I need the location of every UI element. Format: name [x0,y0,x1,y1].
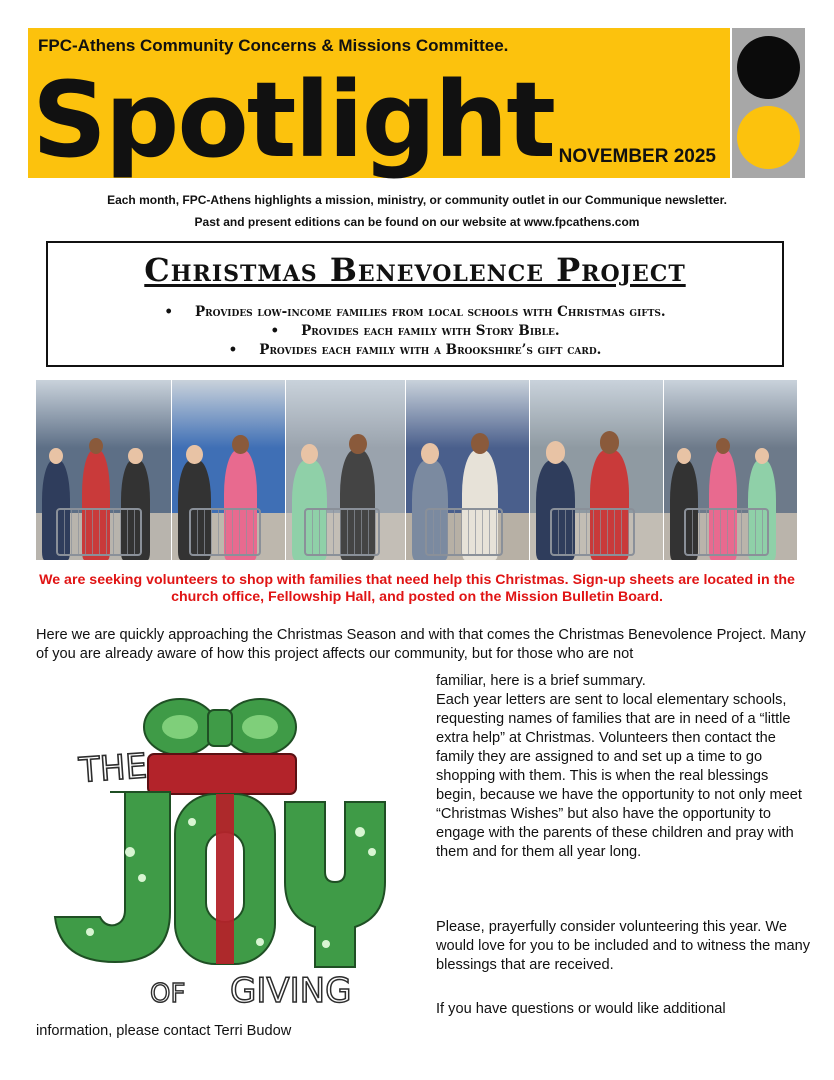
volunteer-photo [530,380,664,560]
project-bullet: • Provides low-income families from local schools with Christmas gifts. [48,303,782,322]
volunteer-notice: We are seeking volunteers to shop with families that need help this Christmas. Sign-up sheets are located in the church office, Fellowship Hall, and posted on the Mission Bulletin Board. [39,572,795,605]
volunteer-photo [36,380,172,560]
signal-graphic [732,28,805,178]
letter-j [55,792,170,962]
body-paragraph-contact: If you have questions or would like additional [436,1001,726,1017]
spotlight-title: Spotlight [32,59,555,181]
volunteer-photo [286,380,406,560]
word-of: OF [150,979,186,1009]
black-circle-icon [737,36,800,99]
volunteer-photo [172,380,286,560]
project-box [46,241,784,367]
volunteer-photo [406,380,530,560]
word-the: THE [77,746,149,791]
body-paragraph-intro-cont: familiar, here is a brief summary. [436,673,646,689]
header-banner [28,28,730,181]
body-paragraph-process: Each year letters are sent to local elementary schools, requesting names of families that are in need of a “little extra help” at Christmas. Volunteers then contact the family they are assigned to and set up a time to go shopping with them. This is when the real blessings begin, because we have the opportunity to not only meet “Christmas Wishes” but also have the opportunity to engage with the parents of these children and pray with them and for them all year long. [436,692,802,860]
volunteer-photo-strip [36,380,798,560]
committee-name: FPC-Athens Community Concerns & Missions Committee. [38,36,509,55]
project-bullets [48,303,782,360]
body-paragraph-intro: Here we are quickly approaching the Christmas Season and with that comes the Christmas Benevolence Project. Many of you are already aware of how this project affects our community, but for those who are not [36,627,806,662]
body-paragraph-appeal: Please, prayerfully consider volunteering this year. We would love for you to be included and to witness the many blessings that are received. [436,919,810,973]
word-giving: GIVING [230,971,352,1011]
joy-of-giving-artwork [30,682,430,1022]
letter-y [285,802,385,967]
intro-line-1: Each month, FPC-Athens highlights a mission, ministry, or community outlet in our Communique newsletter. [107,193,727,207]
issue-month: NOVEMBER 2025 [558,146,716,167]
yellow-circle-icon [737,106,800,169]
project-bullet: • Provides each family with Story Bible. [48,322,782,341]
intro-line-2: Past and present editions can be found on our website at www.fpcathens.com [194,215,640,229]
project-bullet: • Provides each family with a Brookshire’s gift card. [48,341,782,360]
bow-icon [144,699,296,755]
gift-lid [148,754,296,794]
project-title: Christmas Benevolence Project [144,251,686,289]
volunteer-photo [664,380,798,560]
body-paragraph-contact-cont: information, please contact Terri Budow [36,1023,292,1039]
